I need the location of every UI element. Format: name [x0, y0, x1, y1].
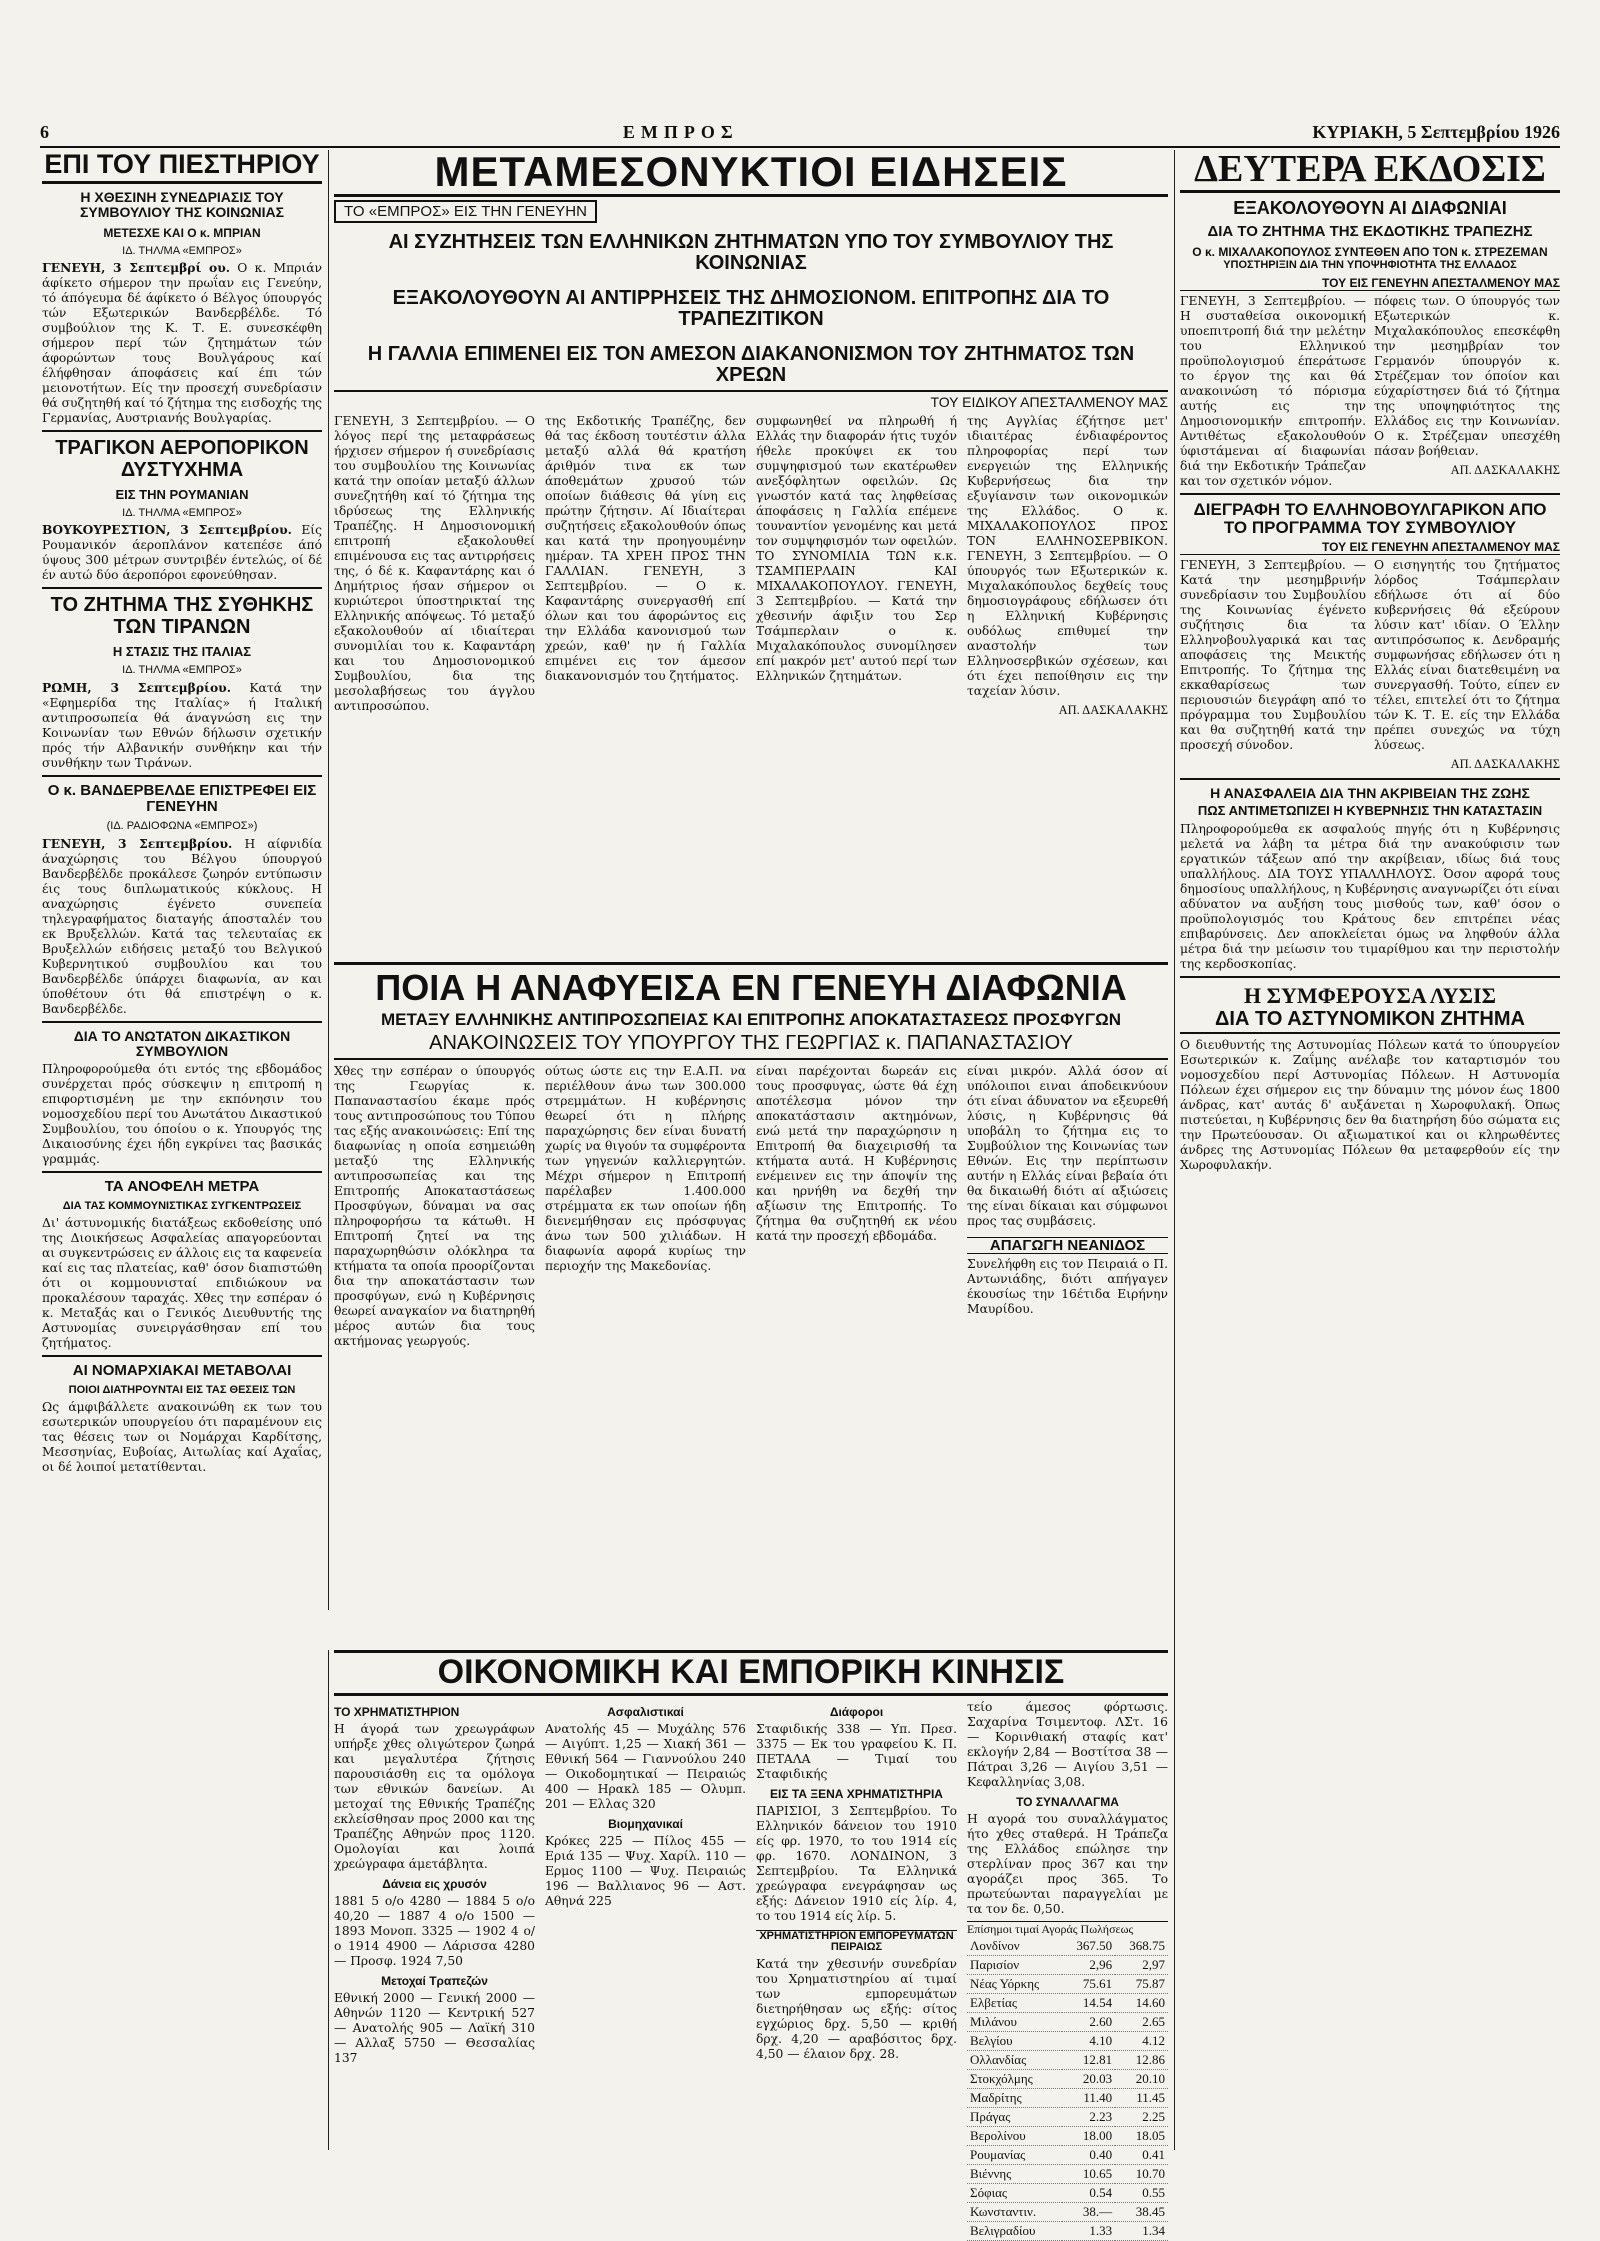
buy-rate-cell: 12.81	[1062, 2050, 1115, 2069]
buy-rate-cell: 14.54	[1062, 1993, 1115, 2012]
right-headline: Η ΑΝΑΣΦΑΛΕΙΑ ΔΙΑ ΤΗΝ ΑΚΡΙΒΕΙΑΝ ΤΗΣ ΖΩΗΣ	[1210, 785, 1530, 802]
currency-cell: Μαδρίτης	[967, 2088, 1062, 2107]
middle-columns	[334, 1064, 1168, 1544]
paper-name: ΕΜΠΡΟΣ	[622, 121, 739, 142]
rate-row	[967, 2012, 1168, 2031]
abduction-body: Συνελήφθη εις τον Πειραιά ο Π. Αντωνιάδης, διότι απήγαγεν έκουσίως την 16έτιδα Ειρήνην Μαυρίδου.	[967, 1257, 1168, 1317]
foreign-body: ΠΑΡΙΣΙΟΙ, 3 Σεπτεμβρίου. Το Ελληνικόν δάνειον του 1910 είς φρ. 1970, το του 1914 είς φρ. 1670. ΛΟΝΔΙΝΟΝ, 3 Σεπτεμβρίου. Τα Ελληνικά χρεώγραφα ενεγράφησαν ως εξής: Δάνειον 1910 είς λίρ. 4, το του 1914 είς λίρ. 5.	[756, 1803, 957, 1923]
running-head	[40, 118, 1560, 148]
issue-date: ΚΥΡΙΑΚΗ, 5 Σεπτεμβρίου 1926	[1312, 121, 1560, 142]
story-subhead: ΕΙΣ ΤΗΝ ΡΟΥΜΑΝΙΑΝ	[115, 486, 249, 502]
left-column	[42, 150, 322, 2150]
loans-body: 1881 5 ο/ο 4280 — 1884 5 ο/ο 40,20 — 1887 4 ο/ο 1500 — 1893 Μονοπ. 3325 — 1902 4 ο/ο 1914 4900 — Λάρισσα 4280 — Προσφ. 1924 7,50	[334, 1893, 535, 1968]
right-headline: ΥΠΟΣΤΗΡΙΞΙΝ ΔΙΑ ΤΗΝ ΥΠΟΨΗΦΙΟΤΗΤΑ ΤΗΣ ΕΛΛΑΔΟΣ	[1223, 259, 1517, 272]
currency-cell: Βελιγραδίου	[967, 2221, 1062, 2240]
currency-cell: Στοκχόλμης	[967, 2069, 1062, 2088]
story-headline: ΤΑ ΑΝΟΦΕΛΗ ΜΕΤΡΑ	[104, 1178, 260, 1196]
currency-cell: Κωνσταντιν.	[967, 2202, 1062, 2221]
exchange-rates-table	[967, 1937, 1168, 2241]
special-correspondent: ΤΟΥ ΕΙΣ ΓΕΝΕΥΗΝ ΑΠΕΣΤΑΛΜΕΝΟΥ ΜΑΣ	[1180, 276, 1560, 291]
sell-rate-cell: 10.70	[1115, 2164, 1168, 2183]
foreign-heading: ΕΙΣ ΤΑ ΞΕΝΑ ΧΡΗΜΑΤΙΣΤΗΡΙΑ	[770, 1786, 943, 1801]
abduction-headline: ΑΠΑΓΩΓΗ ΝΕΑΝΙΔΟΣ	[967, 1237, 1168, 1255]
right-headline: Η ΣΥΜΦΕΡΟΥΣΑ ΛΥΣΙΣ	[1244, 982, 1496, 1008]
currency-cell: Ρουμανίας	[967, 2145, 1062, 2164]
story-body: Ως άμφιβάλλετε ανακοινώθη εκ των του εσωτερικών υπουργείου ότι παραμένουν εις τας θέσεις των οι Νομάρχαι Καρδίτσης, Μεσσηνίας, Ευβοίας, Αιτωλίας καί Αχαΐας, οι δέ λοιποί μετατίθενται.	[42, 1400, 322, 1475]
buy-rate-cell: 75.61	[1062, 1974, 1115, 1993]
story-body: Κατά την «Εφημερίδα της Ιταλίας» ή Ιταλική αντιπροσωπεία θά άναγνώση εις την Κοινωνίαν των Εθνών δήλωσιν σχετικήν πρός τήν Αλβανικήν συνθήκην και τήν συνθήκην των Τιράνων.	[42, 680, 322, 770]
right-headline: ΠΩΣ ΑΝΤΙΜΕΤΩΠΙΖΕΙ Η ΚΥΒΕΡΝΗΣΙΣ ΤΗΝ ΚΑΤΑΣΤΑΣΙΝ	[1197, 803, 1543, 819]
story-dateline: ΓΕΝΕΥΗ, 3 Σεπτεμβρίου.	[42, 835, 233, 851]
sell-rate-cell: 368.75	[1115, 1937, 1168, 1956]
byline-tab: ΤΟ «ΕΜΠΡΟΣ» ΕΙΣ ΤΗΝ ΓΕΝΕΥΗΝ	[334, 200, 597, 223]
sell-rate-cell: 14.60	[1115, 1993, 1168, 2012]
story-source: (ΙΔ. ΡΑΔΙΟΦΩΝΑ «ΕΜΠΡΟΣ»)	[106, 819, 258, 832]
special-correspondent: ΤΟΥ ΕΙΔΙΚΟΥ ΑΠΕΣΤΑΛΜΕΝΟΥ ΜΑΣ	[334, 390, 1168, 410]
sell-rate-cell: 0.55	[1115, 2183, 1168, 2202]
rate-row	[967, 2221, 1168, 2240]
main-headline: ΑΙ ΣΥΖΗΤΗΣΕΙΣ ΤΩΝ ΕΛΛΗΝΙΚΩΝ ΖΗΤΗΜΑΤΩΝ ΥΠΟ ΤΟΥ ΣΥΜΒΟΥΛΙΟΥ ΤΗΣ ΚΟΙΝΩΝΙΑΣ	[388, 231, 1114, 275]
middle-subheadline: ΜΕΤΑΞΥ ΕΛΛΗΝΙΚΗΣ ΑΝΤΙΠΡΟΣΩΠΕΙΑΣ ΚΑΙ ΕΠΙΤΡΟΠΗΣ ΑΠΟΚΑΤΑΣΤΑΣΕΩΣ ΠΡΟΣΦΥΓΩΝ	[380, 1009, 1122, 1029]
currency-cell: Σόφιας	[967, 2183, 1062, 2202]
currency-body: Η αγορά του συναλλάγματος ήτο χθες σταθερά. Η Τράπεζα της Ελλάδος επώλησε την στερλίναν προς 367 και την αγοράζει προς 365. Το πρωτεύωνται παραγγελίαι με τα τον δε. 0,50.	[967, 1811, 1168, 1916]
sell-rate-cell: 20.10	[1115, 2069, 1168, 2088]
misc-body: Σταφιδικής 338 — Υπ. Πρεσ. 3375 — Εκ του γραφείου Κ. Π. ΠΕΤΑΛΑ — Τιμαί του Σταφιδικής	[756, 1721, 957, 1781]
signature: ΑΠ. ΔΑΣΚΑΛΑΚΗΣ	[1450, 757, 1560, 772]
rate-row	[967, 2069, 1168, 2088]
article-column: της Αγγλίας έζήτησε μετ' ιδιαιτέρας ένδιαφέροντος πληροφορίας περί των ενεργειών της Ελληνικής Κυβερνήσεως δια την εξυγίανσιν των οικονομικών της Ελλάδος. Ο κ. ΜΙΧΑΛΑΚΟΠΟΥΛΟΣ ΠΡΟΣ ΤΟΝ ΕΛΛΗΝΟΣΕΡΒΙΚΟΝ. ΓΕΝΕΥΗ, 3 Σεπτεμβρίου. — Ο ύπουργός των Εξωτερικών κ. Μιχαλακόπουλος δεχθείς τους δημοσιογράφους εδήλωσεν ότι η Ελληνική Κυβέρνησις ουδόλως επιθυμεί την αναστολήν των Ελληνοσερβικών σχέσεων, και ότι έχει πεποίθησιν εις την ταχείαν λύσιν.	[967, 414, 1168, 699]
right-headline: Ο κ. ΜΙΧΑΛΑΚΟΠΟΥΛΟΣ ΣΥΝΤΕΘΕΝ ΑΠΟ ΤΟΝ κ. ΣΤΡΕΖΕΜΑΝ	[1192, 244, 1548, 259]
special-correspondent: ΤΟΥ ΕΙΣ ΓΕΝΕΥΗΝ ΑΠΕΣΤΑΛΜΕΝΟΥ ΜΑΣ	[1180, 540, 1560, 555]
right-headline: ΕΞΑΚΟΛΟΥΘΟΥΝ ΑΙ ΔΙΑΦΩΝΙΑΙ	[1233, 197, 1507, 218]
signature: ΑΠ. ΔΑΣΚΑΛΑΚΗΣ	[1058, 703, 1168, 718]
insurance-body: Ανατολής 45 — Μυχάλης 576 — Αιγύπτ. 1,25 — Χιακή 361 — Εθνική 564 — Γιαννούλου 240 — Οικοδομητικαί — Πειραιώς 400 — Ηρακλ 185 — Ολυμπ. 201 — Ελλας 320	[545, 1721, 746, 1811]
buy-rate-cell: 367.50	[1062, 1937, 1115, 1956]
piraeus-body: Κατά την χθεσινήν συνεδρίαν του Χρηματιστηρίου αί τιμαί των εμπορευμάτων διετηρήθησαν ως εξής: σίτος εγχώριος δρχ. 5,50 — κριθή δρχ. 4,20 — αραβόσιτος δρχ. 4,50 — έλαιον δρχ. 28.	[756, 1957, 957, 2062]
buy-rate-cell: 38.—	[1062, 2202, 1115, 2221]
story-source: ΙΔ. ΤΗΛ/ΜΑ «ΕΜΠΡΟΣ»	[122, 506, 242, 519]
misc-heading: Διάφοροι	[829, 1704, 884, 1719]
right-headline: ΔΙΑ ΤΟ ΑΣΤΥΝΟΜΙΚΟΝ ΖΗΤΗΜΑ	[1180, 1009, 1560, 1034]
story-subhead: ΔΙΑ ΤΑΣ ΚΟΜΜΟΥΝΙΣΤΙΚΑΣ ΣΥΓΚΕΝΤΡΩΣΕΙΣ	[62, 1200, 302, 1213]
story-subhead: ΠΟΙΟΙ ΔΙΑΤΗΡΟΥΝΤΑΙ ΕΙΣ ΤΑΣ ΘΕΣΕΙΣ ΤΩΝ	[68, 1384, 296, 1397]
right-headline: ΔΙΕΓΡΑΦΗ ΤΟ ΕΛΛΗΝΟΒΟΥΛΓΑΡΙΚΟΝ ΑΠΟ ΤΟ ΠΡΟΓΡΑΜΜΑ ΤΟΥ ΣΥΜΒΟΥΛΙΟΥ	[1193, 499, 1547, 537]
story-headline: Ο κ. ΒΑΝΔΕΡΒΕΛΔΕ ΕΠΙΣΤΡΕΦΕΙ ΕΙΣ ΓΕΝΕΥΗΝ	[47, 781, 317, 815]
main-news	[334, 150, 1168, 1650]
rate-row	[967, 2126, 1168, 2145]
middle-subheadline: ΑΝΑΚΟΙΝΩΣΕΙΣ ΤΟΥ ΥΠΟΥΡΓΟΥ ΤΗΣ ΓΕΩΡΓΙΑΣ κ. ΠΑΠΑΝΑΣΤΑΣΙΟΥ	[429, 1031, 1073, 1054]
rate-row	[967, 2164, 1168, 2183]
article-column: ΓΕΝΕΥΗ, 3 Σεπτεμβρίου. — Η συσταθείσα οικονομική υποεπιτροπή διά την μελέτην του Ελληνικού προϋπολογισμού έπεράτωσε το έργον της και θά ανακοινώση τό πόρισμα αυτής εις την Δημοσιονομικήν επιτροπήν. Αντιθέτως εξακολουθούν ύφιστάμεναι αί διαφωνίαι διά την Εκδοτικήν Τράπεζαν και τον σχετικόν νόμον.	[1180, 293, 1366, 488]
rate-row	[967, 2145, 1168, 2164]
industry-body: Κρόκες 225 — Πίλος 455 — Εριά 135 — Ψυχ. Χαρίλ. 110 — Ερμος 1100 — Ψυχ. Πειραιώς 196 — Βαλλιανος 96 — Αστ. Αθηνά 225	[545, 1833, 746, 1908]
piraeus-heading: ΧΡΗΜΑΤΙΣΤΗΡΙΟΝ ΕΜΠΟΡΕΥΜΑΤΩΝ ΠΕΙΡΑΙΩΣ	[756, 1930, 957, 1955]
sell-rate-cell: 11.45	[1115, 2088, 1168, 2107]
buy-rate-cell: 10.65	[1062, 2164, 1115, 2183]
currency-cell: Πράγας	[967, 2107, 1062, 2126]
sell-rate-cell: 2.65	[1115, 2012, 1168, 2031]
sell-rate-cell: 18.05	[1115, 2126, 1168, 2145]
buy-rate-cell: 2,96	[1062, 1955, 1115, 1974]
column-rule	[1174, 150, 1175, 2150]
story-dateline: ΒΟΥΚΟΥΡΕΣΤΙΟΝ, 3 Σεπτεμβρίου.	[42, 522, 292, 538]
right-headline: ΔΙΑ ΤΟ ΖΗΤΗΜΑ ΤΗΣ ΕΚΔΟΤΙΚΗΣ ΤΡΑΠΕΖΗΣ	[1207, 222, 1533, 240]
middle-headline: ΠΟΙΑ Η ΑΝΑΦΥΕΙΣΑ ΕΝ ΓΕΝΕΥΗ ΔΙΑΦΩΝΙΑ	[375, 967, 1127, 1009]
article-body: Πληροφορούμεθα εκ ασφαλούς πηγής ότι η Κυβέρνησις μελετά να λάβη τα μέτρα διά την ανακούφισιν των εργατικών τάξεων από την ακρίβειαν, ιδίως διά τους υπαλλήλους. ΔΙΑ ΤΟΥΣ ΥΠΑΛΛΗΛΟΥΣ. Όσον αφορά τους δημοσίους υπαλλήλους, η Κυβέρνησις αναγνωρίζει ότι είναι αδύνατον να αυξήση τους μισθούς των, καθ' όσον ο προϋπολογισμός του Κράτους δεν επιτρέπει νέας επιβαρύνσεις. Δεν αποκλείεται όμως να ληφθούν άλλα μέτρα διά την μείωσιν του τιμαρίθμου και την περιστολήν της κερδοσκοπίας.	[1180, 821, 1560, 971]
story-body: Ο κ. Μπριάν άφίκετο σήμερον την πρωΐαν εις Γενεύην, τό άπόγευμα δέ άφίκετο ό Βέλγος ύπουργός τών Εξωτερικών Βανδερβέλδε. Τό συμβούλιον της Κ. Τ. Ε. συνεσκέφθη σήμερον περί τών ζητημάτων τών άφορώντων τους Βουλγάρους καί έλήφθησαν άποφάσεις καί έπι τών μειονοτήτων. Είς την προσεχή συνεδρίασιν θά συζητηθή καί τό ζήτημα της εισδοχής της Γερμανίας, Αυστριανής Βουλγαρίας.	[42, 261, 322, 426]
story-headline: ΔΙΑ ΤΟ ΑΝΩΤΑΤΟΝ ΔΙΚΑΣΤΙΚΟΝ ΣΥΜΒΟΥΛΙΟΝ	[73, 1027, 291, 1059]
buy-rate-cell: 18.00	[1062, 2126, 1115, 2145]
currant-body: τείο άμεσος φόρτωσις. Σαχαρίνα Τσιμεντοφ. ΛΣτ. 16 — Κορινθιακή σταφίς κατ' εκλογήν 2,84 — Βοστίτσα 38 — Πάτραι 3,26 — Αιγίου 3,51 — Κεφαλληνίας 3,08.	[967, 1699, 1168, 1789]
story-source: ΙΔ. ΤΗΛ/ΜΑ «ΕΜΠΡΟΣ»	[122, 663, 242, 676]
second-edition-banner: ΔΕΥΤΕΡΑ ΕΚΔΟΣΙΣ	[1180, 150, 1560, 193]
loans-heading: Δάνεια εις χρυσόν	[382, 1876, 487, 1891]
sell-rate-cell: 4.12	[1115, 2031, 1168, 2050]
story-headline: ΤΟ ΖΗΤΗΜΑ ΤΗΣ ΣΥΘΗΚΗΣ ΤΩΝ ΤΙΡΑΝΩΝ	[50, 594, 314, 639]
story-source: ΙΔ. ΤΗΛ/ΜΑ «ΕΜΠΡΟΣ»	[122, 244, 242, 257]
rate-row	[967, 2031, 1168, 2050]
exchange-body: Η άγορά των χρεωγράφων υπήρξε χθες ολιγώτερον ζωηρά και μεγαλυτέρα ζήτησις παρουσιάσθη εις τα ομόλογα των εθνικών δανείων. Αι μετοχαί της Εθνικής Τραπέζης εκλείσθησαν προς 2000 και της Τραπέζης Αθηνών προς 1120. Ομολογίαι και λοιπά χρεώγραφα άμετάβλητα.	[334, 1721, 535, 1871]
right-article-1	[1180, 294, 1560, 493]
sell-rate-cell: 75.87	[1115, 1974, 1168, 1993]
currency-cell: Βιέννης	[967, 2164, 1062, 2183]
right-column	[1180, 150, 1560, 2150]
buy-rate-cell: 2.23	[1062, 2107, 1115, 2126]
article-column: Ο εισηγητής του ζητήματος λόρδος Τσάμπερλαιν εδήλωσε ότι αί δύο κυβερνήσεις θά εξεύρουν λύσιν κατ' ιδίαν. Ο Έλλην αντιπρόσωπος κ. Δενδραμής συμφωνήσας εδήλωσεν ότι η Ελλάς είναι διατεθειμένη να συνεργασθή. Τούτο, είπεν εν τέλει, επιτελεί ότι το ζήτημα τών Κ. Τ. Ε. είς την Ελλάδα πρέπει συνεχώς να τύχη λύσεως.	[1374, 558, 1560, 753]
currency-cell: Λονδίνον	[967, 1937, 1062, 1956]
rate-row	[967, 2183, 1168, 2202]
article-column: συμφωνηθεί να πληρωθή ή Ελλάς την διαφοράν ήτις τυχόν ήθελε προκύψει εκ του συμψηφισμού των εκατέρωθεν ανεξόφλητων οφειλών. Ως γνωστόν κατά τας ληφθείσας άποφάσεις η Γαλλία επέμενε τουναντίον γενομένης και μετά τον συμψηφισμόν των οφειλών. ΤΟ ΣΥΝΟΜΙΛΙΑ ΤΩΝ κ.κ. ΤΣΑΜΠΕΡΛΑΙΝ ΚΑΙ ΜΙΧΑΛΑΚΟΠΟΥΛΟΥ. ΓΕΝΕΥΗ, 3 Σεπτεμβρίου. — Κατά την χθεσινήν άφιξιν του Σερ Τσάμπερλαιν ο κ. Μιχαλακόπουλος συνομίλησεν επί μακρόν μετ' αυτού περί των Ελληνικών ζητημάτων.	[756, 414, 957, 684]
article-column: της Εκδοτικής Τραπέζης, δεν θά τας έκδοση τουτέστιν άλλα μεταξύ αλλά θά κρατήση άριθμόν τινα εκ των άποθεμάτων χρυσού τών οποίων διάθεσις θά γίνη εις πρώτην ζήτησιν. Αί Ιδιαίτεραι συζητήσεις εξακολουθούν όπως και κατά την προηγουμένην ημέραν. ΤΑ ΧΡΕΗ ΠΡΟΣ ΤΗΝ ΓΑΛΛΙΑΝ. ΓΕΝΕΥΗ, 3 Σεπτεμβρίου. — Ο κ. Καφαντάρης συνεργασθή επί όλων και του άφορώντος εις την Ελλάδα κανονισμού των χρεών, καθ' ην ή Γαλλία επιμένει εις τον άμεσον διακανονισμόν του ζητήματος.	[545, 414, 746, 684]
story-dateline: ΓΕΝΕΥΗ, 3 Σεπτεμβρί ου.	[42, 260, 231, 276]
story-subhead: Η ΣΤΑΣΙΣ ΤΗΣ ΙΤΑΛΙΑΣ	[112, 643, 252, 659]
article-column: ΓΕΝΕΥΗ, 3 Σεπτεμβρίου. — Κατά την μεσημβρινήν συνεδρίασιν του Συμβουλίου της Κοινωνίας έγένετο συζήτησις δια τα Ελληνοβουλγαρικά και τας αποφάσεις της Μεικτής Επιτροπής. Το ζήτημα της εκκαθαρίσεως των περιουσιών διεγράφη από το πρόγραμμα του Συμβουλίου και θα συζητηθή κατά την προσεχή σύνοδον.	[1180, 558, 1366, 753]
exchange-heading: ΤΟ ΧΡΗΜΑΤΙΣΤΗΡΙΟΝ	[334, 1704, 460, 1719]
rate-row	[967, 1993, 1168, 2012]
rate-row	[967, 2050, 1168, 2069]
article-column: είναι μικρόν. Αλλά όσον αί υπόλοιποι ειναι άποδεικνύουν ότι είναι άδυνατον να εξευρεθή λύσις, η Κυβέρνησις θά υποβάλη το ζήτημα εις το Συμβούλιον της Κοινωνίας των Εθνών. Εις την περίπτωσιν αυτήν η Ελλάς είναι βεβαία ότι θα δικαιωθή διότι αί αξιώσεις της είναι δίκαιαι και σύμφωνοι προς τας συμβάσεις.	[967, 1063, 1168, 1228]
column-rule	[328, 150, 329, 1610]
sell-rate-cell: 1.34	[1115, 2221, 1168, 2240]
left-column-title: ΕΠΙ ΤΟΥ ΠΙΕΣΤΗΡΙΟΥ	[42, 150, 322, 184]
main-headline: ΕΞΑΚΟΛΟΥΘΟΥΝ ΑΙ ΑΝΤΙΡΡΗΣΕΙΣ ΤΗΣ ΔΗΜΟΣΙΟΝΟΜ. ΕΠΙΤΡΟΠΗΣ ΔΙΑ ΤΟ ΤΡΑΠΕΖΙΤΙΚΟΝ	[392, 287, 1110, 331]
rate-row	[967, 1955, 1168, 1974]
story-body: Είς Ρουμανικόν άεροπλάνον κατεπέσε άπό ύψους 300 μέτρων συντριβέν έντελώς, οί δέ έν αυτώ δύο άεροπόροι εφονεύθησαν.	[42, 523, 322, 583]
currency-cell: Ελβετίας	[967, 1993, 1062, 2012]
economy-section	[334, 1650, 1168, 2238]
main-columns	[334, 414, 1168, 954]
industry-heading: Βιομηχανικαί	[608, 1816, 683, 1831]
sell-rate-cell: 2,97	[1115, 1955, 1168, 1974]
buy-rate-cell: 0.40	[1062, 2145, 1115, 2164]
rates-title: Επίσημοι τιμαί Αγοράς Πωλήσεως	[967, 1921, 1168, 1937]
sell-rate-cell: 0.41	[1115, 2145, 1168, 2164]
rate-row	[967, 1974, 1168, 1993]
currency-cell: Νέας Υόρκης	[967, 1974, 1062, 1993]
column-rule	[328, 1650, 329, 2150]
article-column: Χθες την εσπέραν ο ύπουργός της Γεωργίας κ. Παπαναστασίου έκαμε πρός τους αντιπροσώπους του Τύπου τας εξής ανακοινώσεις: Επί της διαφωνίας η οποία εσημειώθη μεταξύ της Ελληνικής αντιπροσωπείας και της Επιτροπής Αποκαταστάσεως Προσφύγων, δύναμαι να σας πληροφορήσω τα κάτωθι. Η Επιτροπή ζητεί να της παραχωρηθώσιν ολόκληρα τα κτήματα τα οποία προορίζονται δια την αποκατάστασιν των προσφύγων, ενώ η Κυβέρνησις θεωρεί αναγκαίον να διατηρηθή μέρος αυτών δια τους ακτήμονας γεωργούς.	[334, 1063, 535, 1348]
main-banner: ΜΕΤΑΜΕΣΟΝΥΚΤΙΟΙ ΕΙΔΗΣΕΙΣ	[334, 150, 1168, 197]
sell-rate-cell: 38.45	[1115, 2202, 1168, 2221]
rate-row	[967, 2088, 1168, 2107]
buy-rate-cell: 20.03	[1062, 2069, 1115, 2088]
currency-cell: Βελγίου	[967, 2031, 1062, 2050]
buy-rate-cell: 1.33	[1062, 2221, 1115, 2240]
story-headline: Η ΧΘΕΣΙΝΗ ΣΥΝΕΔΡΙΑΣΙΣ ΤΟΥ ΣΥΜΒΟΥΛΙΟΥ ΤΗΣ ΚΟΙΝΩΝΙΑΣ	[79, 189, 285, 221]
rate-row	[967, 2107, 1168, 2126]
story-headline: ΑΙ ΝΟΜΑΡΧΙΑΚΑΙ ΜΕΤΑΒΟΛΑΙ	[72, 1362, 292, 1380]
story-body: Πληροφορούμεθα ότι εντός της εβδομάδος συνέρχεται πρός σύσκεψιν η επιτροπή η επιφορτισμένη με την εκπόνησιν του νομοσχεδίου περί του Ανωτάτου Δικαστικού Συμβουλίου, του όποίου ο κ. Υπουργός της Δικαιοσύνης έχει ήδη εγκρίνει τας βασικάς γραμμάς.	[42, 1062, 322, 1167]
story-headline: ΤΡΑΓΙΚΟΝ ΑΕΡΟΠΟΡΙΚΟΝ ΔΥΣΤΥΧΗΜΑ	[55, 437, 309, 481]
story-body: Δι' άστυνομικής διατάξεως εκδοθείσης υπό της Διοικήσεως Ασφαλείας απαγορεύονται αι συγκεντρώσεις εν άλλοις εις τα καφενεία καί εις τας πλατείας, καθ' όσον διαπιστώθη ότι οι κομμουνισταί επιδιώκουν να προκαλέσουν ταραχάς. Χθες την εσπέραν ό κ. Μεταξάς και ο Γενικός Διευθυντής της Αστυνομίας συνειργάσθησαν επί του ζητήματος.	[42, 1216, 322, 1351]
signature: ΑΠ. ΔΑΣΚΑΛΑΚΗΣ	[1450, 462, 1560, 477]
buy-rate-cell: 4.10	[1062, 2031, 1115, 2050]
main-headline: Η ΓΑΛΛΙΑ ΕΠΙΜΕΝΕΙ ΕΙΣ ΤΟΝ ΑΜΕΣΟΝ ΔΙΑΚΑΝΟΝΙΣΜΟΝ ΤΟΥ ΖΗΤΗΜΑΤΟΣ ΤΩΝ ΧΡΕΩΝ	[367, 343, 1135, 387]
article-column: ούτως ώστε εις την Ε.Α.Π. να περιέλθουν άνω των 300.000 στρεμμάτων. Η κυβέρνησις θεωρεί ότι η πλήρης παραχώρησις δεν είναι δυνατή χωρίς να θιγούν τα συμφέροντα των γηγενών καλλιεργητών. Μέχρι σήμερον η Επιτροπή παρέλαβεν 1.400.000 στρέμματα εκ των οποίων ήδη διενεμήθησαν εις πρόσφυγας άνω των 500 χιλιάδων. Η διαφωνία αφορά κυρίως την περιοχήν της Μακεδονίας.	[545, 1063, 746, 1273]
right-article-2	[1180, 558, 1560, 778]
economy-banner: ΟΙΚΟΝΟΜΙΚΗ ΚΑΙ ΕΜΠΟΡΙΚΗ ΚΙΝΗΣΙΣ	[334, 1650, 1168, 1696]
currency-cell: Βερολίνου	[967, 2126, 1062, 2145]
story-dateline: ΡΩΜΗ, 3 Σεπτεμβρίου.	[42, 679, 231, 695]
currency-cell: Ολλανδίας	[967, 2050, 1062, 2069]
buy-rate-cell: 11.40	[1062, 2088, 1115, 2107]
rate-row	[967, 2202, 1168, 2221]
article-column: ΓΕΝΕΥΗ, 3 Σεπτεμβρίου. — Ο λόγος περί της μεταφράσεως ήρχισεν σήμερον ή συνεδρίασις του συμβουλίου της Κοινωνίας κατά την οποίαν μεταξύ άλλων συνεζητήθη καί τό ζήτημα της ιδρύσεως της Ελληνικής Τραπέζης. Η Δημοσιονομική επιτροπή εξακολουθεί επιμένουσα εις τας αντιρρήσεις της, ό δέ κ. Καφαντάρης και ό Δημήτριος ήσαν σήμερον οι κυριώτεροι ύποστηρικταί της Ελληνικής απόψεως. Τό μεταξύ εξακολουθούν αί ιδιαίτεραι συνομιλίαι του κ. Καφαντάρη και του Δημοσιονομικού Συμβουλίου, δια της μεσολαβήσεως του άγγλου αντιπροσώπου.	[334, 414, 535, 714]
story-subhead: ΜΕΤΕΣΧΕ ΚΑΙ Ο κ. ΜΠΡΙΑΝ	[103, 225, 261, 240]
banks-body: Εθνική 2000 — Γενική 2000 — Αθηνών 1120 — Κεντρική 527 — Ανατολής 905 — Λαϊκή 310 — Αλλαξ 5750 — Θεσσαλίας 137	[334, 1990, 535, 2065]
sell-rate-cell: 2.25	[1115, 2107, 1168, 2126]
currency-cell: Μιλάνου	[967, 2012, 1062, 2031]
article-body: Ο διευθυντής της Αστυνομίας Πόλεων κατά το ύπουργείον Εσωτερικών κ. Ζαΐμης ανέλαβε τον καταρτισμόν του νομοσχεδίου περί Αστυνομίας Πόλεων. Η Αστυνομία Πόλεων έχει σήμερον εις την δύναμιν της μόνον έως 1800 άνδρας, κατ' αυτάς δ' αυξάνεται η Χωροφυλακή. Όπως πιστεύεται, η Κυβέρνησις δεν θα διατηρήση δύο σώματα εις την Πρωτεύουσαν. Οι αξιωματικοί και οι κληρωθέντες άνδρες της Αστυνομίας Πόλεων θα μεταφερθούν είς την Χωροφυλακήν.	[1180, 1037, 1560, 1172]
story-body: Η αίφνιδία άναχώρησις του Βέλγου ύπουργού Βανδερβέλδε προκάλεσε ζωηρόν εντύπωσιν έις τους διπλωματικούς κύκλους. Η αναχώρησις έγένετο συνεπεία τηλεγραφήματος διαταγής άποσταλέν του εκ Βρυξελλών. Κατά τας τελευταίας εκ Βρυξελλών ειδήσεις μεταξύ του Βελγικού Κυβερνητικού συμβουλίου και του Βανδερβέλδε ύπάρχει διαφωνία, αν και ύποθέτουν ότι θά επιστρέψη ο κ. Βανδερβέλδε.	[42, 836, 322, 1016]
article-column: είναι παρέχονται δωρεάν εις τους προσφυγας, ώστε θά έχη αποτέλεσμα μόνον την αποκατάστασιν ακτημόνων, ενώ μετά την παραχώρησιν η Επιτροπή θα διαχειρισθή τα κτήματα αυτά. Η Κυβέρνησις ενέμεινεν εις την άποψίν της και ηρνήθη να δεχθή την αξίωσιν της Επιτροπής. Το ζήτημα θα συζητηθή εκ νέου κατά την προσεχή εβδομάδα.	[756, 1063, 957, 1243]
currency-heading: ΤΟ ΣΥΝΑΛΛΑΓΜΑ	[1016, 1794, 1119, 1809]
page-number: 6	[40, 121, 49, 142]
article-column: πόφεις των. Ο ύπουργός των Εξωτερικών κ. Μιχαλακόπουλος επεσκέφθη την μεσημβρίαν τον Γερμανόν ύπουργόν κ. Στρέζεμαν τον όποίον και εύχαρίστησεν διά τό ζήτημα της υποψηφιότητος της Ελλάδος εις την Κοινωνίαν. Ο κ. Στρέζεμαν υπεσχέθη πάσαν βοήθειαν.	[1374, 293, 1560, 458]
insurance-heading: Ασφαλιστικαί	[607, 1704, 684, 1719]
sell-rate-cell: 12.86	[1115, 2050, 1168, 2069]
economy-columns	[334, 1700, 1168, 2241]
rate-row	[967, 1937, 1168, 1956]
currency-cell: Παρισίον	[967, 1955, 1062, 1974]
buy-rate-cell: 2.60	[1062, 2012, 1115, 2031]
banks-heading: Μετοχαί Τραπεζών	[381, 1973, 488, 1988]
buy-rate-cell: 0.54	[1062, 2183, 1115, 2202]
